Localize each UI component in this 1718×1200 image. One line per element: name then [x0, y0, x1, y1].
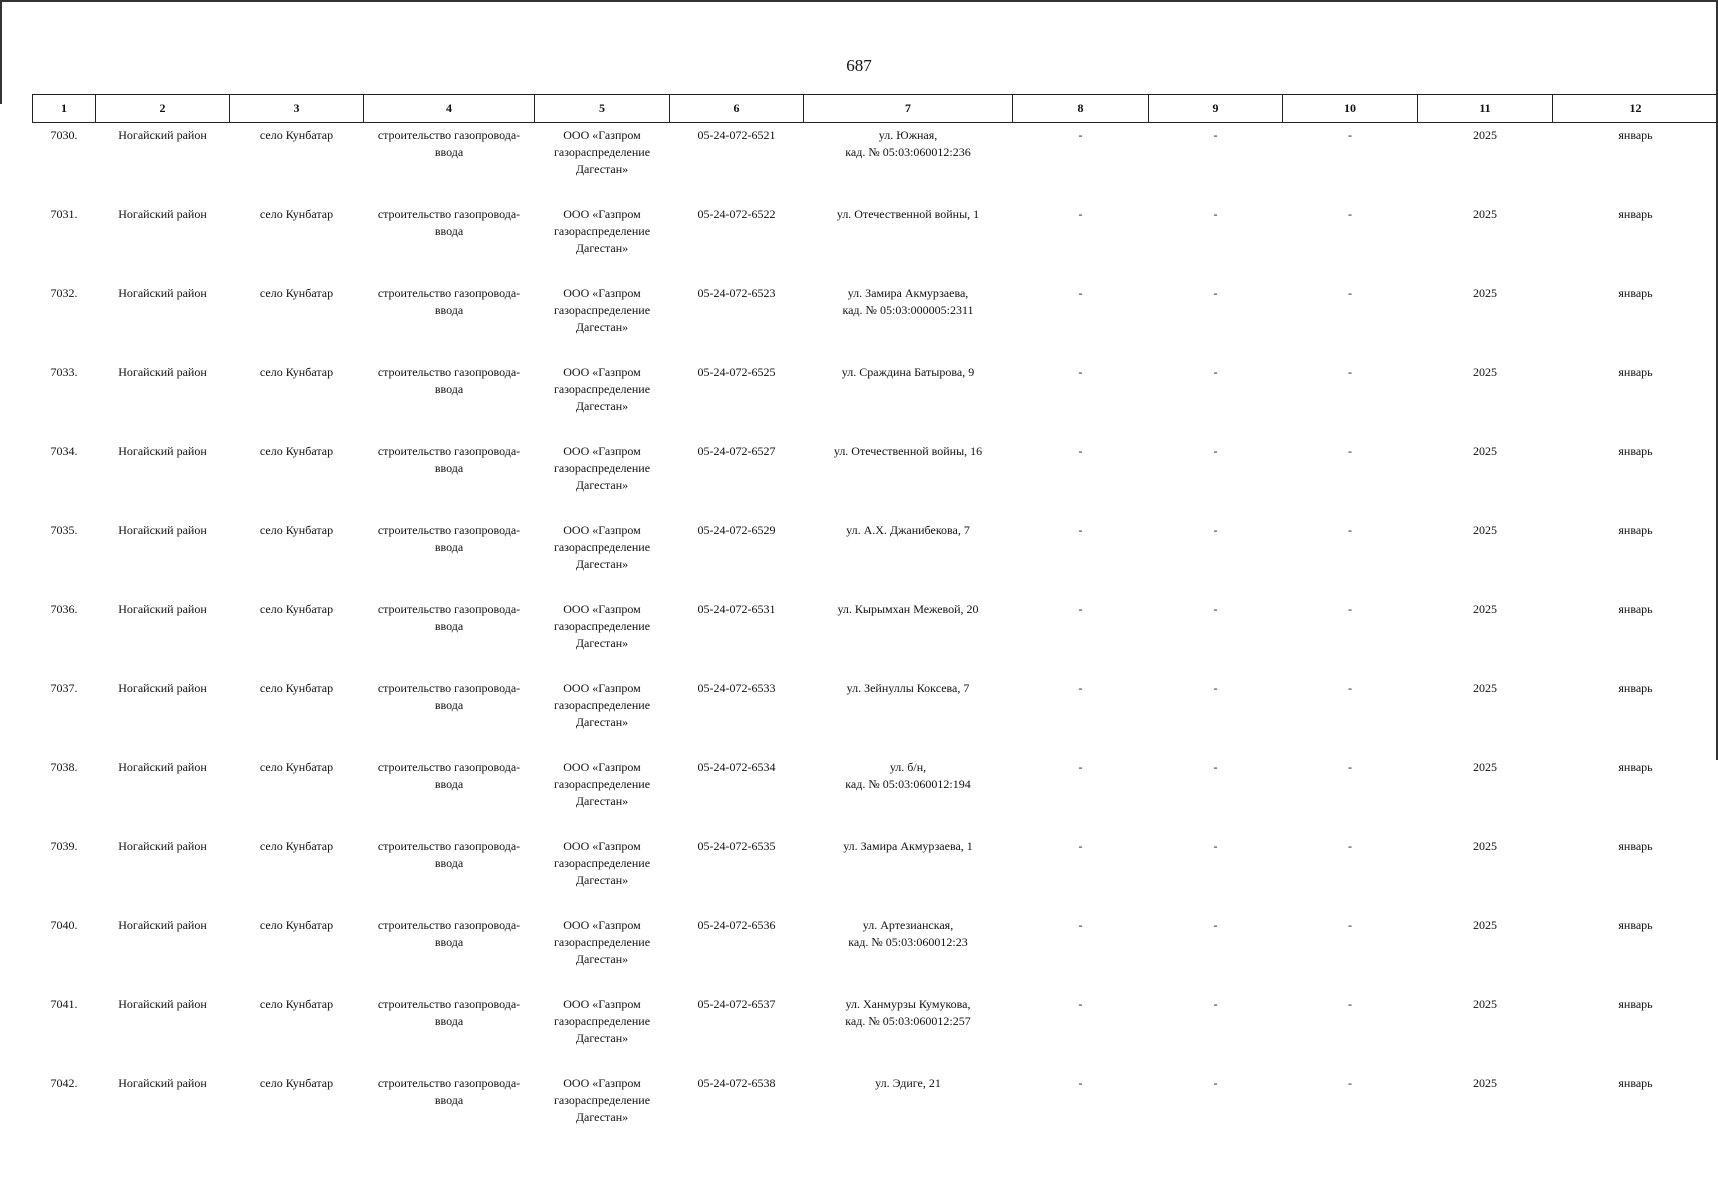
settlement-cell: село Кунбатар: [259, 759, 334, 774]
month-cell: январь: [1618, 285, 1653, 300]
work-type-line: строительство газопровода-: [377, 759, 521, 774]
organization-line: газораспределение: [553, 145, 651, 159]
month-cell: январь: [1618, 522, 1653, 537]
address-line: ул. Кырымхан Межевой, 20: [837, 601, 979, 616]
col-9-cell: -: [1213, 443, 1218, 458]
object-code-cell: 05-24-072-6523: [697, 285, 776, 300]
settlement-cell: село Кунбатар: [259, 522, 334, 537]
col-8-cell: -: [1078, 996, 1083, 1011]
work-type-cell: [364, 518, 535, 597]
object-code-cell: 05-24-072-6531: [697, 601, 776, 616]
table-row: [33, 755, 1718, 834]
header-col-9: 9: [1149, 95, 1283, 123]
object-code-cell: 05-24-072-6529: [697, 522, 776, 537]
organization-cell: [535, 913, 670, 992]
col-8-cell: -: [1078, 443, 1083, 458]
work-type-line: строительство газопровода-: [377, 206, 521, 221]
col-9-cell: -: [1213, 917, 1218, 932]
work-type-line: ввода: [434, 934, 464, 949]
work-type-line: строительство газопровода-: [377, 680, 521, 695]
table-row: [33, 597, 1718, 676]
table-row: [33, 281, 1718, 360]
col-9-cell: -: [1213, 1075, 1218, 1090]
organization-line: Дагестан»: [575, 319, 629, 334]
col-10-cell: -: [1348, 206, 1352, 221]
work-type-line: строительство газопровода-: [377, 838, 521, 853]
month-cell: январь: [1618, 128, 1653, 142]
address-line: ул. Замира Акмурзаева, 1: [843, 838, 973, 853]
organization-line: Дагестан»: [575, 793, 629, 808]
left-border-line: [0, 0, 2, 104]
header-col-1: 1: [33, 95, 96, 123]
organization-line: газораспределение: [553, 1092, 651, 1107]
address-cell: [804, 992, 1013, 1071]
organization-line: ООО «Газпром: [563, 917, 641, 932]
district-cell: Ногайский район: [118, 838, 207, 853]
organization-line: газораспределение: [553, 223, 651, 238]
organization-line: Дагестан»: [575, 162, 629, 176]
table-row: [33, 676, 1718, 755]
settlement-cell: село Кунбатар: [259, 1075, 334, 1090]
header-col-7: 7: [804, 95, 1013, 123]
settlement-cell: село Кунбатар: [259, 917, 334, 932]
work-type-line: строительство газопровода-: [377, 1075, 521, 1090]
header-row: [33, 95, 1718, 123]
col-10-cell: -: [1348, 285, 1352, 300]
table-row: [33, 913, 1718, 992]
work-type-cell: [364, 676, 535, 755]
table-row: [33, 834, 1718, 913]
col-9-cell: -: [1213, 206, 1218, 221]
row-number: 7040.: [50, 917, 78, 932]
header-col-3: 3: [230, 95, 364, 123]
organization-line: Дагестан»: [575, 1109, 629, 1124]
row-number: 7041.: [50, 996, 78, 1011]
settlement-cell: село Кунбатар: [259, 285, 334, 300]
settlement-cell: село Кунбатар: [259, 443, 334, 458]
organization-line: газораспределение: [553, 381, 651, 396]
address-line: кад. № 05:03:060012:236: [845, 145, 971, 159]
work-type-cell: [364, 439, 535, 518]
row-number: 7038.: [50, 759, 78, 774]
organization-line: Дагестан»: [575, 872, 629, 887]
address-cell: [804, 360, 1013, 439]
year-cell: 2025: [1473, 601, 1497, 616]
address-cell: [804, 518, 1013, 597]
work-type-cell: [364, 1071, 535, 1150]
header-col-2: 2: [96, 95, 230, 123]
header-col-5: 5: [535, 95, 670, 123]
table-row: [33, 123, 1718, 202]
district-cell: Ногайский район: [118, 522, 207, 537]
address-line: ул. Отечественной войны, 16: [833, 443, 983, 458]
year-cell: 2025: [1473, 917, 1497, 932]
settlement-cell: село Кунбатар: [259, 128, 334, 142]
year-cell: 2025: [1473, 759, 1497, 774]
address-line: кад. № 05:03:060012:257: [845, 1013, 971, 1028]
settlement-cell: село Кунбатар: [259, 364, 334, 379]
work-type-line: ввода: [434, 145, 464, 159]
organization-line: Дагестан»: [575, 714, 629, 729]
object-code-cell: 05-24-072-6536: [697, 917, 776, 932]
address-line: ул. Эдиге, 21: [875, 1075, 941, 1090]
district-cell: Ногайский район: [118, 285, 207, 300]
col-9-cell: -: [1213, 838, 1218, 853]
organization-line: ООО «Газпром: [563, 443, 641, 458]
col-8-cell: -: [1078, 522, 1083, 537]
work-type-cell: [364, 360, 535, 439]
work-type-cell: [364, 834, 535, 913]
work-type-line: ввода: [434, 1092, 464, 1107]
col-10-cell: -: [1348, 680, 1352, 695]
address-line: кад. № 05:03:060012:23: [848, 934, 968, 949]
col-10-cell: -: [1348, 364, 1352, 379]
row-number: 7042.: [50, 1075, 78, 1090]
month-cell: январь: [1618, 917, 1653, 932]
work-type-cell: [364, 123, 535, 202]
work-type-cell: [364, 597, 535, 676]
organization-line: газораспределение: [553, 302, 651, 317]
work-type-line: ввода: [434, 1013, 464, 1028]
year-cell: 2025: [1473, 996, 1497, 1011]
work-type-line: ввода: [434, 539, 464, 554]
page-number: 687: [846, 56, 872, 75]
address-cell: [804, 281, 1013, 360]
col-10-cell: -: [1348, 1075, 1352, 1090]
year-cell: 2025: [1473, 838, 1497, 853]
address-cell: [804, 123, 1013, 202]
row-number: 7037.: [50, 680, 78, 695]
organization-cell: [535, 123, 670, 202]
work-type-cell: [364, 755, 535, 834]
settlement-cell: село Кунбатар: [259, 206, 334, 221]
header-col-11: 11: [1418, 95, 1553, 123]
organization-cell: [535, 597, 670, 676]
work-type-line: строительство газопровода-: [377, 601, 521, 616]
year-cell: 2025: [1473, 1075, 1497, 1090]
object-code-cell: 05-24-072-6533: [697, 680, 776, 695]
work-type-line: ввода: [434, 302, 464, 317]
address-cell: [804, 202, 1013, 281]
organization-cell: [535, 518, 670, 597]
work-type-line: строительство газопровода-: [377, 443, 521, 458]
address-line: ул. Зейнуллы Коксева, 7: [846, 680, 970, 695]
col-9-cell: -: [1213, 522, 1218, 537]
organization-line: ООО «Газпром: [563, 128, 641, 142]
organization-line: Дагестан»: [575, 951, 629, 966]
work-type-line: ввода: [434, 460, 464, 475]
object-code-cell: 05-24-072-6537: [697, 996, 776, 1011]
organization-line: газораспределение: [553, 776, 651, 791]
table-body: [33, 123, 1718, 1150]
month-cell: январь: [1618, 206, 1653, 221]
organization-line: газораспределение: [553, 460, 651, 475]
organization-cell: [535, 834, 670, 913]
year-cell: 2025: [1473, 285, 1497, 300]
organization-line: газораспределение: [553, 618, 651, 633]
district-cell: Ногайский район: [118, 206, 207, 221]
col-8-cell: -: [1078, 601, 1083, 616]
register-table: [32, 94, 1718, 1150]
table-row: [33, 202, 1718, 281]
district-cell: Ногайский район: [118, 601, 207, 616]
work-type-cell: [364, 281, 535, 360]
organization-cell: [535, 1071, 670, 1150]
district-cell: Ногайский район: [118, 680, 207, 695]
header-col-6: 6: [670, 95, 804, 123]
col-10-cell: -: [1348, 917, 1352, 932]
organization-line: ООО «Газпром: [563, 838, 641, 853]
organization-line: газораспределение: [553, 1013, 651, 1028]
col-10-cell: -: [1348, 601, 1352, 616]
organization-line: Дагестан»: [575, 1030, 629, 1045]
col-8-cell: -: [1078, 128, 1083, 142]
col-9-cell: -: [1213, 128, 1218, 142]
work-type-line: строительство газопровода-: [377, 996, 521, 1011]
col-9-cell: -: [1213, 601, 1218, 616]
organization-line: газораспределение: [553, 697, 651, 712]
district-cell: Ногайский район: [118, 917, 207, 932]
month-cell: январь: [1618, 364, 1653, 379]
object-code-cell: 05-24-072-6538: [697, 1075, 776, 1090]
object-code-cell: 05-24-072-6525: [697, 364, 776, 379]
work-type-line: ввода: [434, 618, 464, 633]
address-cell: [804, 439, 1013, 518]
col-9-cell: -: [1213, 364, 1218, 379]
col-8-cell: -: [1078, 1075, 1083, 1090]
work-type-line: строительство газопровода-: [377, 364, 521, 379]
organization-line: ООО «Газпром: [563, 1075, 641, 1090]
header-col-4: 4: [364, 95, 535, 123]
col-10-cell: -: [1348, 759, 1352, 774]
col-8-cell: -: [1078, 917, 1083, 932]
col-9-cell: -: [1213, 996, 1218, 1011]
organization-line: ООО «Газпром: [563, 759, 641, 774]
address-cell: [804, 676, 1013, 755]
address-line: ул. Сраждина Батырова, 9: [841, 364, 975, 379]
month-cell: январь: [1618, 838, 1653, 853]
table-header: [33, 95, 1718, 123]
district-cell: Ногайский район: [118, 996, 207, 1011]
district-cell: Ногайский район: [118, 128, 207, 142]
col-8-cell: -: [1078, 206, 1083, 221]
organization-line: Дагестан»: [575, 556, 629, 571]
address-cell: [804, 913, 1013, 992]
district-cell: Ногайский район: [118, 1075, 207, 1090]
object-code-cell: 05-24-072-6535: [697, 838, 776, 853]
organization-line: Дагестан»: [575, 240, 629, 255]
col-8-cell: -: [1078, 759, 1083, 774]
table-row: [33, 992, 1718, 1071]
address-line: ул. Артезианская,: [862, 917, 954, 932]
col-9-cell: -: [1213, 759, 1218, 774]
organization-line: газораспределение: [553, 539, 651, 554]
work-type-line: ввода: [434, 223, 464, 238]
year-cell: 2025: [1473, 522, 1497, 537]
month-cell: январь: [1618, 680, 1653, 695]
month-cell: январь: [1618, 601, 1653, 616]
row-number: 7039.: [50, 838, 78, 853]
col-10-cell: -: [1348, 522, 1352, 537]
work-type-line: строительство газопровода-: [377, 522, 521, 537]
organization-line: газораспределение: [553, 855, 651, 870]
top-border-line: [0, 0, 1718, 2]
address-line: кад. № 05:03:060012:194: [845, 776, 971, 791]
month-cell: январь: [1618, 443, 1653, 458]
row-number: 7036.: [50, 601, 78, 616]
row-number: 7032.: [50, 285, 78, 300]
settlement-cell: село Кунбатар: [259, 838, 334, 853]
work-type-line: ввода: [434, 697, 464, 712]
object-code-cell: 05-24-072-6522: [697, 206, 776, 221]
object-code-cell: 05-24-072-6527: [697, 443, 776, 458]
col-8-cell: -: [1078, 285, 1083, 300]
address-line: ул. Отечественной войны, 1: [836, 206, 980, 221]
work-type-line: ввода: [434, 855, 464, 870]
address-line: ул. б/н,: [889, 759, 927, 774]
district-cell: Ногайский район: [118, 759, 207, 774]
work-type-cell: [364, 992, 535, 1071]
organization-cell: [535, 202, 670, 281]
organization-line: Дагестан»: [575, 477, 629, 492]
organization-cell: [535, 676, 670, 755]
organization-cell: [535, 755, 670, 834]
work-type-line: строительство газопровода-: [377, 128, 521, 142]
table-row: [33, 439, 1718, 518]
row-number: 7031.: [50, 206, 78, 221]
col-8-cell: -: [1078, 680, 1083, 695]
col-8-cell: -: [1078, 364, 1083, 379]
organization-line: ООО «Газпром: [563, 285, 641, 300]
col-10-cell: -: [1348, 838, 1352, 853]
organization-line: Дагестан»: [575, 398, 629, 413]
organization-line: газораспределение: [553, 934, 651, 949]
col-8-cell: -: [1078, 838, 1083, 853]
organization-line: ООО «Газпром: [563, 680, 641, 695]
col-10-cell: -: [1348, 996, 1352, 1011]
table-row: [33, 518, 1718, 597]
address-line: ул. А.Х. Джанибекова, 7: [846, 522, 970, 537]
organization-cell: [535, 360, 670, 439]
address-cell: [804, 755, 1013, 834]
settlement-cell: село Кунбатар: [259, 601, 334, 616]
row-number: 7033.: [50, 364, 78, 379]
organization-line: ООО «Газпром: [563, 996, 641, 1011]
address-line: ул. Ханмурзы Кумукова,: [845, 996, 971, 1011]
organization-cell: [535, 992, 670, 1071]
address-cell: [804, 834, 1013, 913]
year-cell: 2025: [1473, 206, 1497, 221]
year-cell: 2025: [1473, 443, 1497, 458]
organization-line: ООО «Газпром: [563, 206, 641, 221]
work-type-cell: [364, 202, 535, 281]
object-code-cell: 05-24-072-6534: [697, 759, 776, 774]
header-col-10: 10: [1283, 95, 1418, 123]
address-cell: [804, 1071, 1013, 1150]
organization-cell: [535, 281, 670, 360]
district-cell: Ногайский район: [118, 443, 207, 458]
district-cell: Ногайский район: [118, 364, 207, 379]
table-row: [33, 360, 1718, 439]
row-number: 7030.: [50, 128, 78, 142]
header-col-8: 8: [1013, 95, 1149, 123]
address-line: ул. Южная,: [878, 128, 938, 142]
settlement-cell: село Кунбатар: [259, 996, 334, 1011]
address-line: кад. № 05:03:000005:2311: [842, 302, 974, 317]
table-row: [33, 1071, 1718, 1150]
work-type-line: строительство газопровода-: [377, 285, 521, 300]
row-number: 7035.: [50, 522, 78, 537]
object-code-cell: 05-24-072-6521: [697, 128, 776, 142]
work-type-line: ввода: [434, 776, 464, 791]
header-col-12: 12: [1553, 95, 1718, 123]
month-cell: январь: [1618, 759, 1653, 774]
col-10-cell: -: [1348, 443, 1352, 458]
address-line: ул. Замира Акмурзаева,: [847, 285, 969, 300]
month-cell: январь: [1618, 996, 1653, 1011]
work-type-line: строительство газопровода-: [377, 917, 521, 932]
organization-line: ООО «Газпром: [563, 364, 641, 379]
year-cell: 2025: [1473, 364, 1497, 379]
year-cell: 2025: [1473, 680, 1497, 695]
row-number: 7034.: [50, 443, 78, 458]
settlement-cell: село Кунбатар: [259, 680, 334, 695]
col-9-cell: -: [1213, 680, 1218, 695]
address-cell: [804, 597, 1013, 676]
col-9-cell: -: [1213, 285, 1218, 300]
organization-line: ООО «Газпром: [563, 522, 641, 537]
organization-cell: [535, 439, 670, 518]
year-cell: 2025: [1473, 128, 1497, 142]
work-type-line: ввода: [434, 381, 464, 396]
col-10-cell: -: [1348, 128, 1352, 142]
month-cell: январь: [1618, 1075, 1653, 1090]
work-type-cell: [364, 913, 535, 992]
organization-line: ООО «Газпром: [563, 601, 641, 616]
organization-line: Дагестан»: [575, 635, 629, 650]
